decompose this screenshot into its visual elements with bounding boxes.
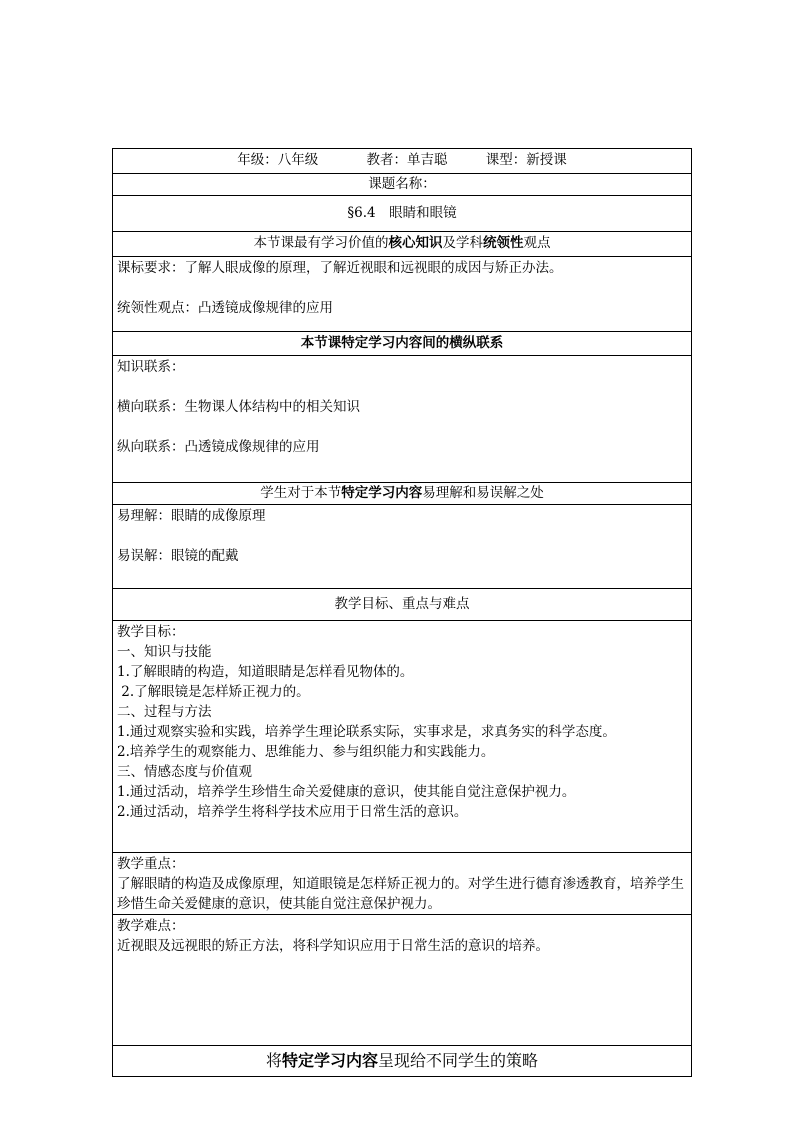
- knowledge-links: 知识联系：: [117, 359, 185, 375]
- section2-title-bold: 间的横纵联系: [422, 335, 504, 351]
- goals-line: 教学目标：: [117, 624, 185, 640]
- section1-title-part: 观点: [523, 235, 551, 251]
- section3-title-bold: 特定学习内容: [341, 485, 423, 501]
- section1-title-bold: 核心知识: [388, 235, 443, 251]
- goals-line: 二、过程与方法: [117, 704, 212, 720]
- easy-understand: 易理解：眼睛的成像原理: [117, 508, 266, 524]
- topic-label-row: [113, 174, 691, 196]
- section5-title-bold: 特定学习内容: [281, 1051, 378, 1070]
- header-row: [113, 149, 691, 174]
- difficulties-label: 教学难点：: [117, 918, 185, 934]
- easy-misunderstand: 易误解：眼镜的配戴: [117, 548, 239, 564]
- section1-title: [113, 232, 691, 257]
- grade-text: 年级：八年级: [237, 152, 319, 168]
- section1-title-part: 本节课最有学习价值的: [253, 235, 389, 251]
- section4-title: [113, 589, 691, 621]
- key-points-text: 了解眼睛的构造及成像原理，知道眼镜是怎样矫正视力的。对学生进行德育渗透教育，培养学生珍惜生命关爱健康的意识，使其能自觉注意保护视力。: [117, 876, 684, 912]
- section2-title: [113, 332, 691, 356]
- topic-title: §6.4 眼睛和眼镜: [347, 205, 457, 221]
- difficulties-text: 近视眼及远视眼的矫正方法，将科学知识应用于日常生活的意识的培养。: [117, 938, 549, 954]
- horizontal-links: 横向联系：生物课人体结构中的相关知识: [117, 399, 360, 415]
- section3-body: [113, 505, 691, 589]
- section1-title-bold: 统领性: [483, 235, 524, 251]
- topic-row: [113, 196, 691, 232]
- goals-line: 1.通过观察实验和实践，培养学生理论联系实际，实事求是，求真务实的科学态度。: [117, 724, 616, 740]
- section5-title: [113, 1046, 691, 1076]
- key-points-label: 教学重点：: [117, 856, 185, 872]
- goals-line: 1.了解眼睛的构造，知道眼睛是怎样看见物体的。: [117, 664, 414, 680]
- section3-title: [113, 483, 691, 505]
- goals-line: 2.通过活动，培养学生将科学技术应用于日常生活的意识。: [117, 804, 468, 820]
- goals-body: [113, 621, 691, 853]
- section2-body: [113, 356, 691, 483]
- goals-line: 三、情感态度与价值观: [117, 764, 252, 780]
- section1-title-part: 及学科: [442, 235, 483, 251]
- topic-label: 课题名称：: [368, 176, 436, 192]
- goals-line: 2.了解眼镜是怎样矫正视力的。: [117, 684, 310, 700]
- section3-title-part: 学生对于本节: [260, 485, 342, 501]
- goals-line: 一、知识与技能: [117, 644, 212, 660]
- section1-body: [113, 257, 691, 332]
- lesson-plan-table: [112, 148, 692, 1077]
- section4-title-text: 教学目标、重点与难点: [334, 596, 470, 612]
- section5-title-part: 呈现给不同学生的策略: [378, 1051, 539, 1070]
- section2-title-bold: 特定学习内容: [341, 335, 423, 351]
- vertical-links: 纵向联系：凸透镜成像规律的应用: [117, 439, 320, 455]
- section2-title-bold: 本节课: [300, 335, 342, 351]
- goals-line: 1.通过活动，培养学生珍惜生命关爱健康的意识，使其能自觉注意保护视力。: [117, 784, 576, 800]
- difficulties-body: [113, 915, 691, 1046]
- goals-line: 2.培养学生的观察能力、思维能力、参与组织能力和实践能力。: [117, 744, 495, 760]
- standard-requirement: 课标要求：了解人眼成像的原理，了解近视眼和远视眼的成因与矫正办法。: [117, 260, 563, 276]
- guiding-viewpoint: 统领性观点：凸透镜成像规律的应用: [117, 300, 333, 316]
- lesson-type-text: 课型：新授课: [485, 152, 567, 168]
- key-points-body: [113, 853, 691, 915]
- section3-title-part: 易理解和易误解之处: [422, 485, 544, 501]
- section5-title-part: 将: [265, 1051, 282, 1070]
- teacher-text: 教者：单吉聪: [366, 152, 448, 168]
